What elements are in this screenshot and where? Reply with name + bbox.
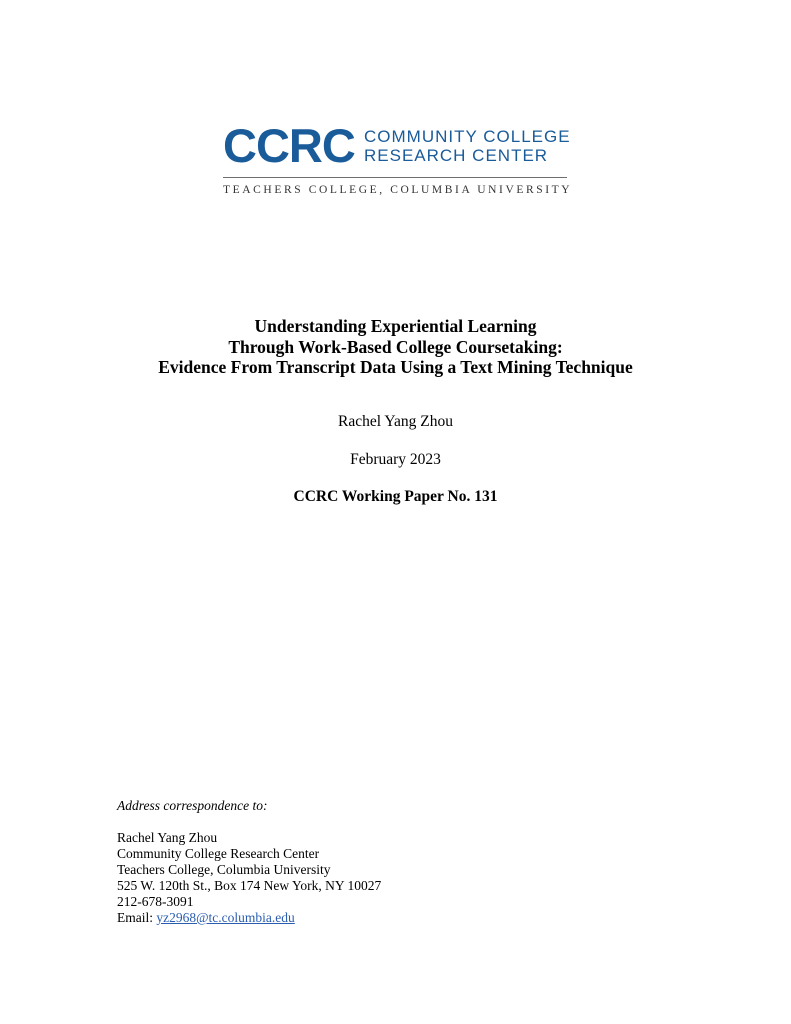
address-phone: 212-678-3091 xyxy=(117,894,194,909)
address-institution: Teachers College, Columbia University xyxy=(117,862,331,877)
author-name: Rachel Yang Zhou xyxy=(338,413,453,430)
email-link[interactable]: yz2968@tc.columbia.edu xyxy=(156,910,295,925)
working-paper-number: CCRC Working Paper No. 131 xyxy=(293,488,498,505)
publication-date: February 2023 xyxy=(350,451,441,468)
logo-mark: CCRC xyxy=(223,119,355,172)
ccrc-logo xyxy=(223,119,573,202)
logo-subtitle: TEACHERS COLLEGE, COLUMBIA UNIVERSITY xyxy=(223,184,573,196)
logo-name-line2: RESEARCH CENTER xyxy=(364,146,549,165)
paper-title xyxy=(0,316,791,378)
email-label: Email: xyxy=(117,910,157,925)
logo-name-line1: COMMUNITY COLLEGE xyxy=(364,127,571,146)
address-org: Community College Research Center xyxy=(117,846,320,861)
title-line-1: Understanding Experiential Learning xyxy=(254,316,537,336)
address-email-row xyxy=(117,910,381,926)
logo-name xyxy=(364,127,571,165)
address-street: 525 W. 120th St., Box 174 New York, NY 10027 xyxy=(117,878,382,893)
address-name: Rachel Yang Zhou xyxy=(117,830,218,845)
title-line-3: Evidence From Transcript Data Using a Text Mining Technique xyxy=(158,357,633,377)
address-label: Address correspondence to: xyxy=(117,798,268,813)
logo-divider xyxy=(223,177,567,178)
title-line-2: Through Work-Based College Coursetaking: xyxy=(228,336,563,357)
correspondence-address xyxy=(117,798,381,926)
